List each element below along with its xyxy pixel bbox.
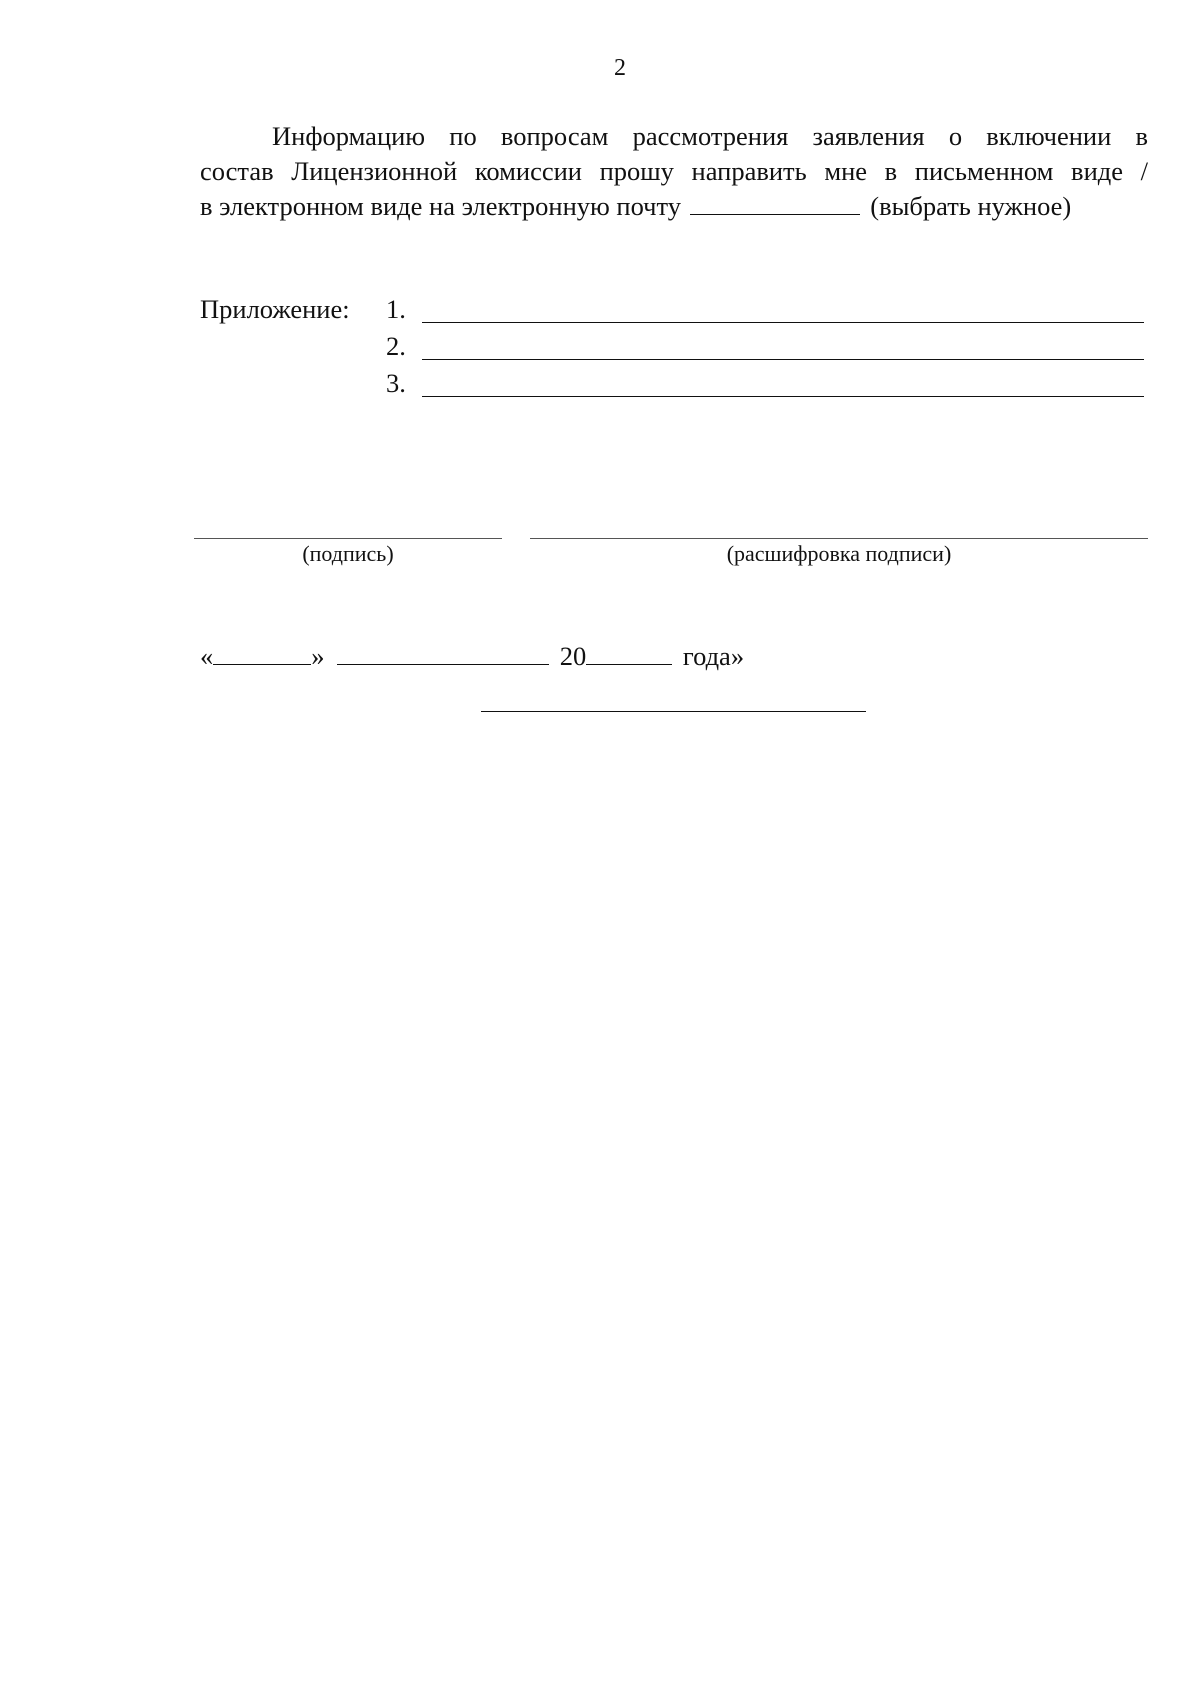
appendix-item: [386, 331, 1146, 365]
year-prefix: 20: [559, 641, 587, 671]
request-paragraph: [200, 119, 1148, 224]
appendix-item-blank-line[interactable]: [422, 396, 1144, 397]
appendix-item-blank-line[interactable]: [422, 359, 1144, 360]
paragraph-line-3: [200, 189, 1148, 224]
date-row: [200, 641, 744, 672]
appendix-item: [386, 368, 1146, 402]
paragraph-line-3-end: (выбрать нужное): [870, 191, 1072, 221]
date-close-quote: »: [311, 641, 325, 671]
signature-line[interactable]: [194, 538, 502, 539]
date-open-quote: «: [200, 641, 214, 671]
page-number: 2: [614, 55, 626, 81]
bottom-blank-line[interactable]: [481, 711, 866, 712]
day-blank-field[interactable]: [213, 644, 311, 665]
year-blank-field[interactable]: [586, 644, 672, 665]
signature-decoding-line[interactable]: [530, 538, 1148, 539]
signature-caption: (подпись): [302, 541, 394, 566]
appendix-item-number: 3.: [386, 368, 406, 398]
appendix-item-number: 2.: [386, 331, 406, 361]
appendix-item-number: 1.: [386, 294, 406, 324]
appendix-item-blank-line[interactable]: [422, 322, 1144, 323]
email-blank-field[interactable]: [690, 196, 860, 215]
month-blank-field[interactable]: [337, 644, 549, 665]
paragraph-line-2: состав Лицензионной комиссии прошу направить мне в письменном виде /: [200, 156, 1148, 186]
signature-decoding-caption: (расшифровка подписи): [726, 541, 952, 566]
appendix-item: [386, 294, 1146, 328]
appendix-label: Приложение:: [200, 294, 350, 324]
year-suffix: года»: [682, 641, 745, 671]
paragraph-line-1: Информацию по вопросам рассмотрения заявления о включении в: [272, 121, 1148, 151]
paragraph-line-3-start: в электронном виде на электронную почту: [200, 191, 681, 221]
